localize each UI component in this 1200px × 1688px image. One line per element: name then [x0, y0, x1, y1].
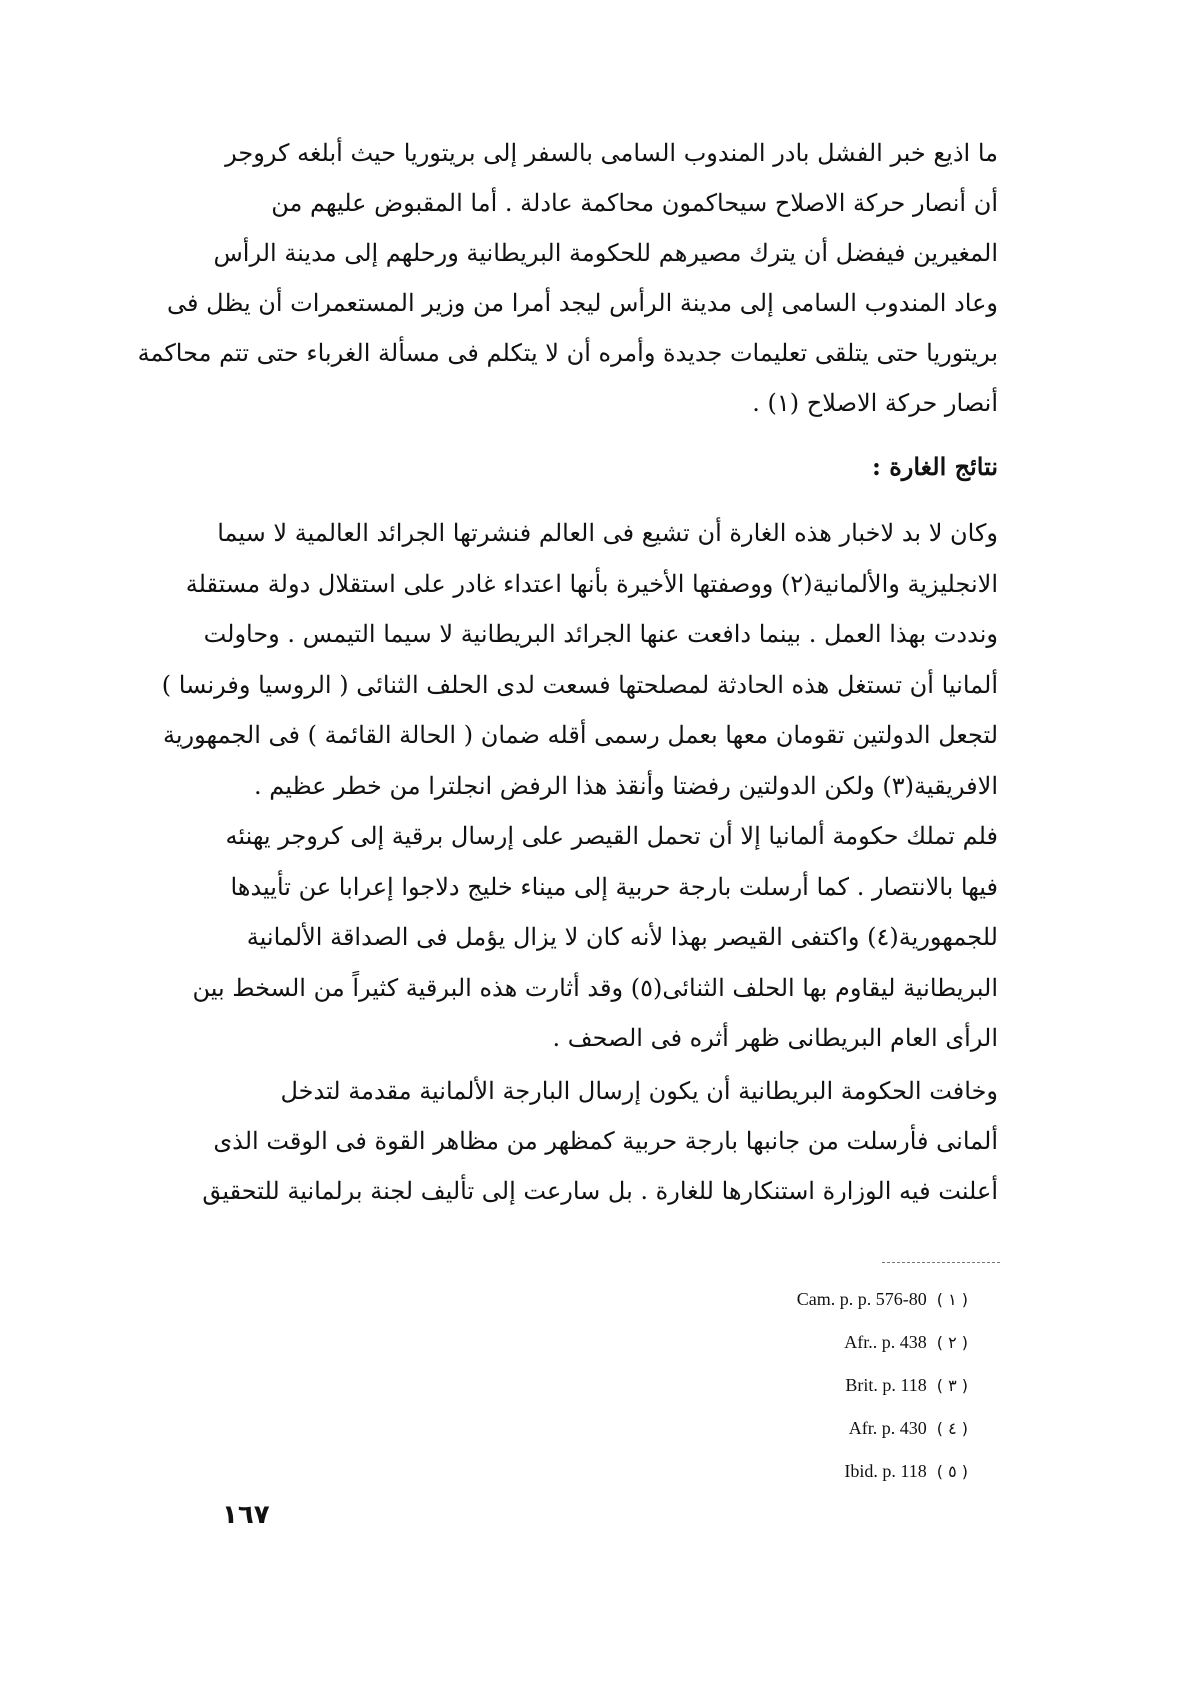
text-line: الافريقية(٣) ولكن الدولتين رفضتا وأنقذ هذا الرفض انجلترا من خطر عظيم .: [253, 771, 998, 800]
text-line: وكان لا بد لاخبار هذه الغارة أن تشيع فى العالم فنشرتها الجرائد العالمية لا سيما: [217, 519, 998, 547]
text-line: بريتوريا حتى يتلقى تعليمات جديدة وأمره أن لا يتكلم فى مسألة الغرباء حتى تتم محاكمة: [137, 339, 998, 367]
text-line: فيها بالانتصار . كما أرسلت بارجة حربية إلى ميناء خليج دلاجوا إعرابا عن تأييدها: [230, 872, 998, 901]
text-line: ألمانى فأرسلت من جانبها بارجة حربية كمظهر من مظاهر القوة فى الوقت الذى: [213, 1127, 998, 1155]
footnote-number: ( ٣ ): [936, 1376, 968, 1395]
footnote-reference: Afr. p. 430: [848, 1418, 927, 1438]
footnote-number: ( ٢ ): [936, 1333, 968, 1352]
footnote-number: ( ٤ ): [936, 1419, 968, 1438]
footnote: [688, 1278, 968, 1321]
footnote-reference: Cam. p. p. 576-80: [796, 1289, 927, 1309]
footnote: [688, 1450, 968, 1493]
text-line: الرأى العام البريطانى ظهر أثره فى الصحف .: [552, 1024, 998, 1052]
page-number: ١٦٧: [222, 1500, 270, 1530]
text-line: المغيرين فيفضل أن يترك مصيرهم للحكومة البريطانية ورحلهم إلى مدينة الرأس: [213, 239, 998, 267]
text-line: وعاد المندوب السامى إلى مدينة الرأس ليجد أمرا من وزير المستعمرات أن يظل فى: [166, 289, 998, 317]
footnote-reference: Ibid. p. 118: [844, 1461, 927, 1481]
paragraph-reform-trial: [137, 128, 998, 428]
footnote-reference: Afr.. p. 438: [844, 1332, 927, 1352]
text-line: ونددت بهذا العمل . بينما دافعت عنها الجرائد البريطانية لا سيما التيمس . وحاولت: [203, 620, 998, 648]
paragraph-raid-results: [161, 508, 998, 1064]
text-line: البريطانية ليقاوم بها الحلف الثنائى(٥) وقد أثارت هذه البرقية كثيراً من السخط بين: [192, 973, 998, 1002]
text-line: ما اذيع خبر الفشل بادر المندوب السامى بالسفر إلى بريتوريا حيث أبلغه كروجر: [225, 139, 998, 167]
text-line: ألمانيا أن تستغل هذه الحادثة لمصلحتها فسعت لدى الحلف الثنائى ( الروسيا وفرنسا ): [161, 670, 998, 699]
footnote: [688, 1321, 968, 1364]
footnote-divider: [882, 1262, 1000, 1263]
footnote-reference: Brit. p. 118: [845, 1375, 927, 1395]
text-line: أعلنت فيه الوزارة استنكارها للغارة . بل سارعت إلى تأليف لجنة برلمانية للتحقيق: [202, 1177, 998, 1205]
text-line: للجمهورية(٤) واكتفى القيصر بهذا لأنه كان لا يزال يؤمل فى الصداقة الألمانية: [246, 923, 998, 951]
footnote: [688, 1407, 968, 1450]
footnote-number: ( ٥ ): [936, 1462, 968, 1481]
footnotes: [688, 1278, 968, 1493]
text-line: الانجليزية والألمانية(٢) ووصفتها الأخيرة بأنها اعتداء غادر على استقلال دولة مستقلة: [185, 569, 998, 598]
text-line: فلم تملك حكومة ألمانيا إلا أن تحمل القيصر على إرسال برقية إلى كروجر يهنئه: [225, 822, 998, 850]
text-line: لتجعل الدولتين تقومان معها بعمل رسمى أقله ضمان ( الحالة القائمة ) فى الجمهورية: [162, 721, 998, 749]
text-line: وخافت الحكومة البريطانية أن يكون إرسال البارجة الألمانية مقدمة لتدخل: [280, 1077, 998, 1105]
text-line: أنصار حركة الاصلاح (١) .: [752, 389, 998, 417]
text-line: أن أنصار حركة الاصلاح سيحاكمون محاكمة عادلة . أما المقبوض عليهم من: [271, 189, 998, 217]
paragraph-british-response: [202, 1066, 998, 1216]
footnote: [688, 1364, 968, 1407]
footnote-number: ( ١ ): [936, 1290, 968, 1309]
section-heading: نتائج الغارة :: [871, 452, 998, 481]
